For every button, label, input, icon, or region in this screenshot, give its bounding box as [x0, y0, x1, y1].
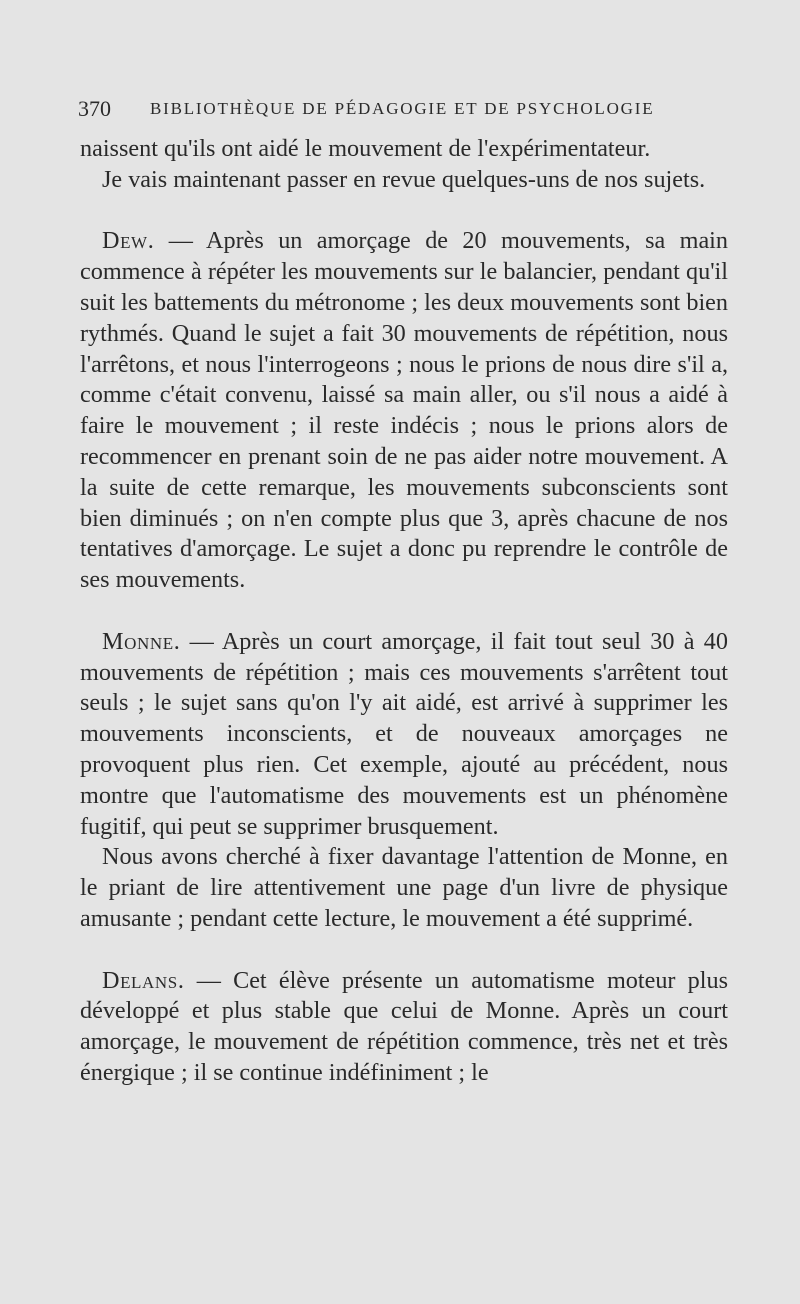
- subject-name-dew: Dew.: [102, 227, 155, 255]
- paragraph-intro: Je vais maintenant passer en revue quelques-uns de nos sujets.: [102, 165, 706, 193]
- subject-name-delans: Delans.: [102, 966, 185, 994]
- paragraph-monne-text: — Après un court amorçage, il fait tout seul 30 à 40 mouvements de répétition ; mais ces mouvements s'arrêtent tout seuls ; le sujet sans qu'on l'y ait aidé, est arrivé à supprimer les mouvements inconscients, et de nouveaux amorçages ne provoquent plus rien. Cet exemple, ajouté au précédent, nous montre que l'automatisme des mouvements est un phénomène fugitif, qui peut se supprimer brusquement.: [80, 627, 728, 840]
- paragraph-monne: [80, 627, 728, 843]
- running-title: BIBLIOTHÈQUE DE PÉDAGOGIE ET DE PSYCHOLOGIE: [150, 99, 655, 118]
- text-column: [80, 134, 728, 1089]
- page-header: [78, 92, 728, 126]
- subject-name-monne: Monne.: [102, 627, 181, 655]
- page-number: 370: [78, 96, 111, 121]
- paragraph-dew-text: — Après un amorçage de 20 mouvements, sa main commence à répéter les mouvements sur le balancier, pendant qu'il suit les battements du métronome ; les deux mouvements sont bien rythmés. Quand le sujet a fait 30 mouvements de répétition, nous l'arrêtons, et nous l'interrogeons ; nous le prions de nous dire s'il a, comme c'était convenu, laissé sa main aller, ou s'il nous a aidé à faire le mouvement ; il reste indécis ; nous le prions alors de recommencer en prenant soin de ne pas aider notre mouvement. A la suite de cette remarque, les mouvements subconscients sont bien diminués ; on n'en compte plus que 3, après chacune de nos tentatives d'amorçage. Le sujet a donc pu reprendre le contrôle de ses mouvements.: [80, 227, 728, 594]
- paragraph-monne-followup: Nous avons cherché à fixer davantage l'attention de Monne, en le priant de lire attentivement une page d'un livre de physique amusante ; pendant cette lecture, le mouvement a été supprimé.: [80, 843, 728, 932]
- paragraph-dew: [80, 226, 728, 596]
- paragraph-delans-text: — Cet élève présente un automatisme moteur plus développé et plus stable que celui de Monne. Après un court amorçage, le mouvement de répétition commence, très net et très énergique ; il se continue indéfiniment ; le: [80, 966, 728, 1086]
- paragraph-continuation: naissent qu'ils ont aidé le mouvement de l'expérimentateur.: [80, 135, 651, 162]
- paragraph-delans: [80, 966, 728, 1089]
